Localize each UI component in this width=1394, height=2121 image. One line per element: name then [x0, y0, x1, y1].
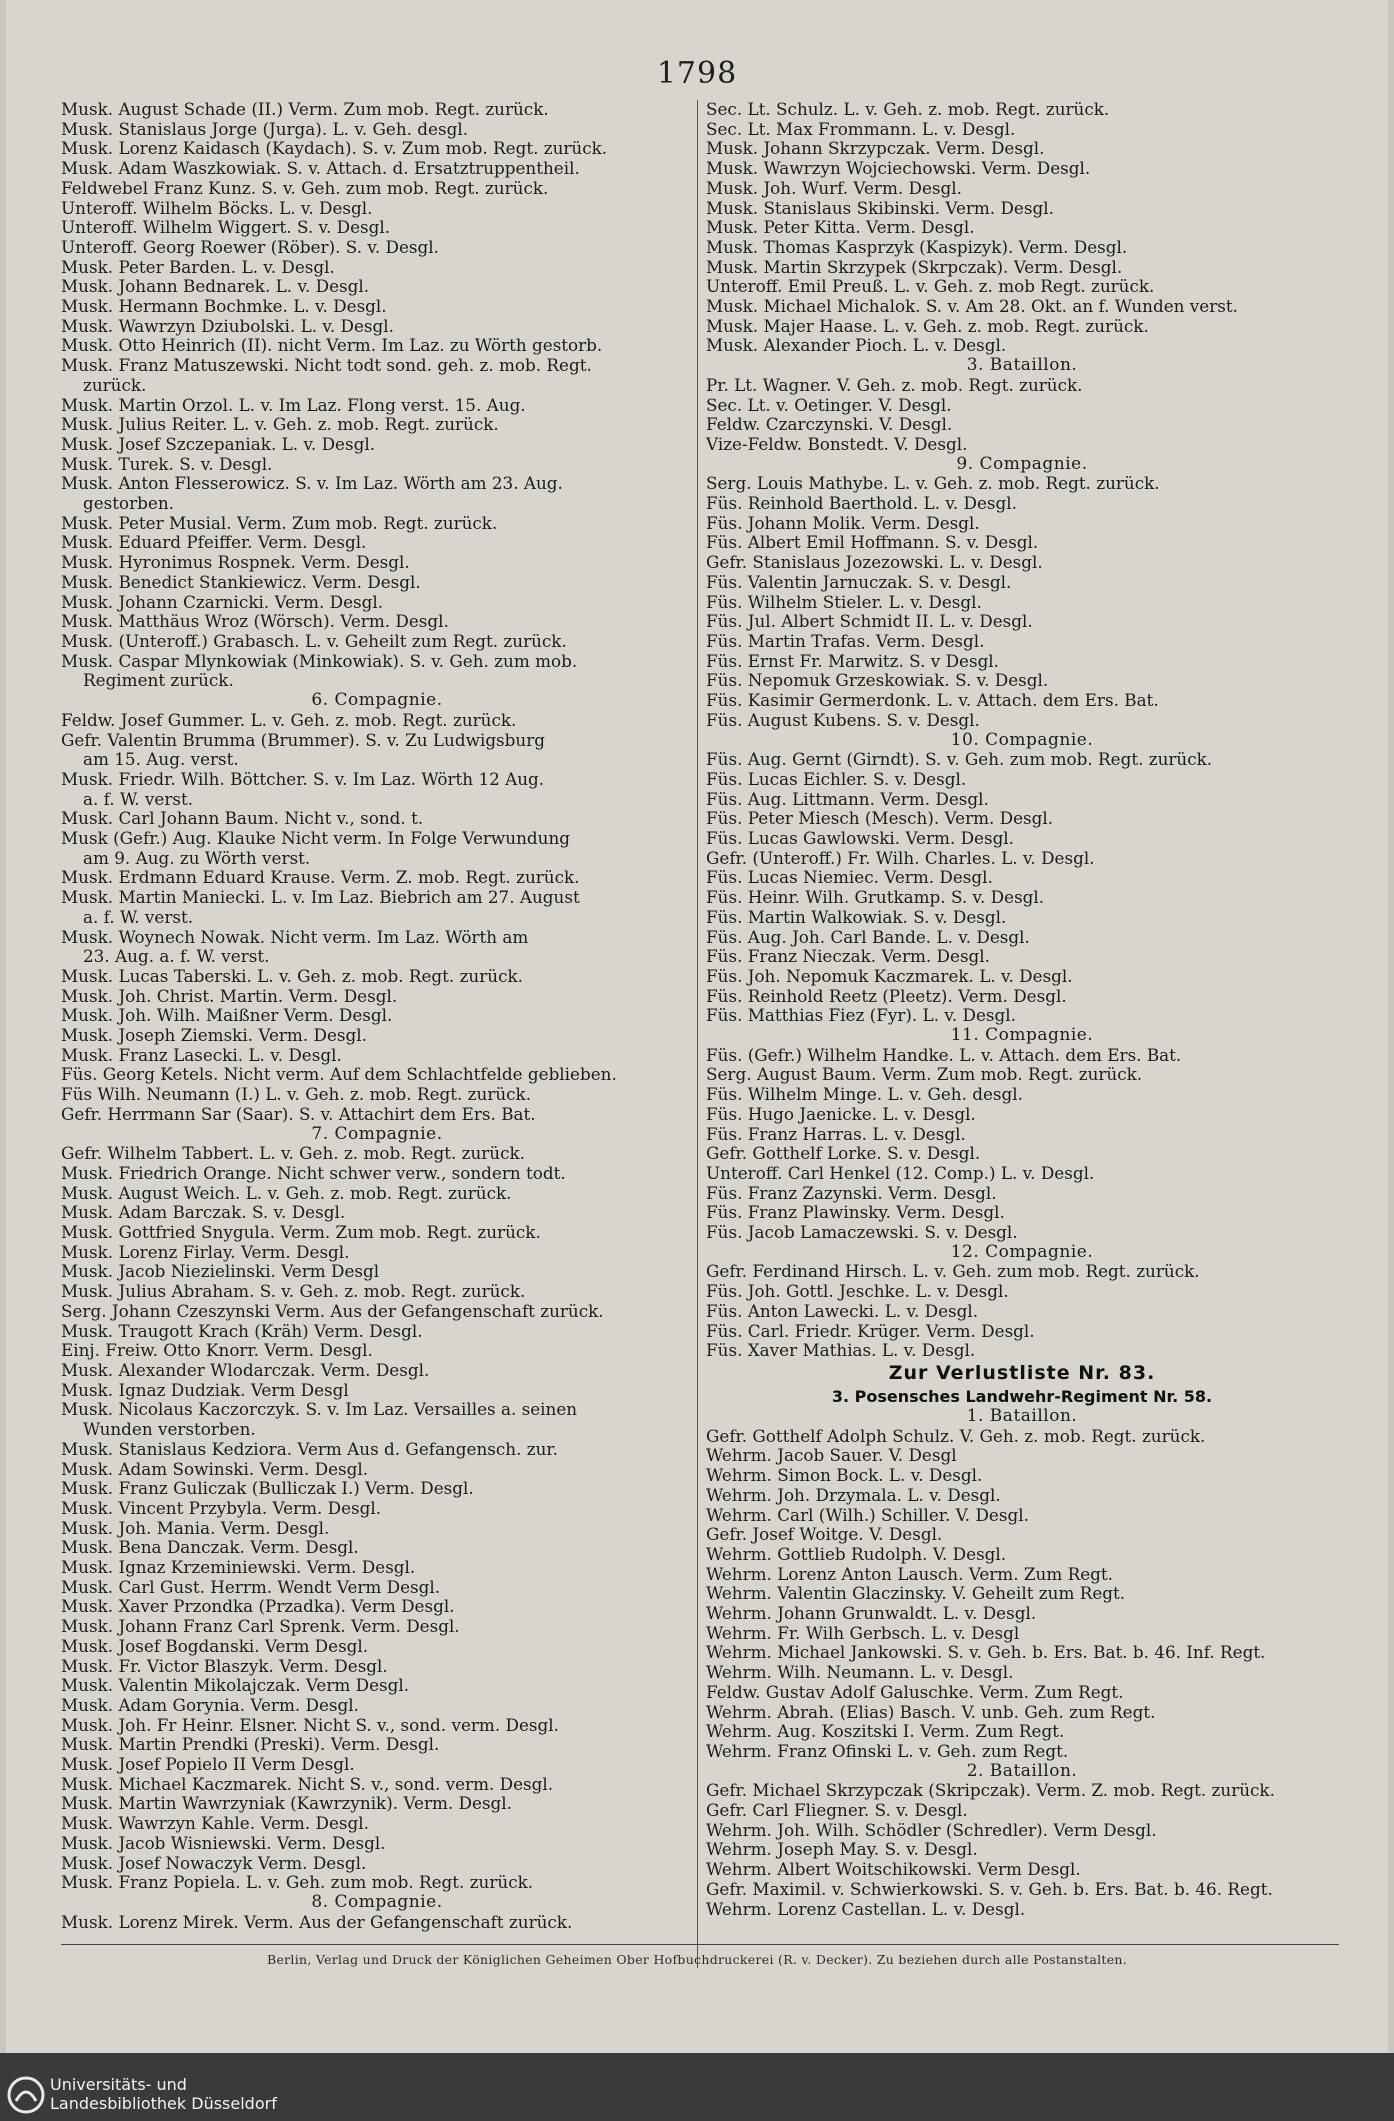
- list-item: Musk. Stanislaus Jorge (Jurga). L. v. Geh. desgl.: [61, 119, 469, 139]
- list-item: Füs. Martin Trafas. Verm. Desgl.: [706, 631, 985, 651]
- list-item: Gefr. Michael Skrzypczak (Skripczak). Verm. Z. mob. Regt. zurück.: [706, 1781, 1275, 1801]
- section-heading: 7. Compagnie.: [311, 1123, 443, 1144]
- section-heading: 6. Compagnie.: [311, 690, 443, 711]
- list-item: Füs. Ernst Fr. Marwitz. S. v Desgl.: [706, 651, 1000, 671]
- list-item: Musk. Joh. Wilh. Maißner Verm. Desgl.: [61, 1006, 393, 1026]
- list-item: Musk. Adam Sowinski. Verm. Desgl.: [61, 1459, 369, 1479]
- newspaper-page: [6, 0, 1388, 2121]
- list-item: Sec. Lt. Schulz. L. v. Geh. z. mob. Regt. zurück.: [706, 100, 1110, 119]
- list-item: Musk. Xaver Przondka (Przadka). Verm Desgl.: [61, 1597, 455, 1617]
- list-item: Gefr. Valentin Brumma (Brummer). S. v. Zu Ludwigsburg: [61, 730, 545, 750]
- list-item: Gefr. Josef Woitge. V. Desgl.: [706, 1525, 943, 1545]
- library-watermark: [0, 2053, 1394, 2121]
- list-item: Musk. Alexander Pioch. L. v. Desgl.: [706, 336, 1007, 356]
- list-item: Musk. Johann Franz Carl Sprenk. Verm. Desgl.: [61, 1617, 460, 1637]
- list-item: Musk. Lorenz Mirek. Verm. Aus der Gefangenschaft zurück.: [61, 1912, 573, 1932]
- list-item: Füs. Jul. Albert Schmidt II. L. v. Desgl.: [706, 612, 1033, 632]
- watermark-line-1: Universitäts- und: [50, 2075, 187, 2094]
- list-item: Füs. Reinhold Reetz (Pleetz). Verm. Desgl.: [706, 986, 1067, 1006]
- list-item: Musk. Ignaz Dudziak. Verm Desgl: [61, 1380, 349, 1400]
- list-item: Musk. Adam Barczak. S. v. Desgl.: [61, 1203, 346, 1223]
- list-item: Musk. Matthäus Wroz (Wörsch). Verm. Desgl.: [61, 612, 449, 632]
- list-item: Gefr. Carl Fliegner. S. v. Desgl.: [706, 1801, 968, 1821]
- list-item: Füs. Joh. Nepomuk Kaczmarek. L. v. Desgl.: [706, 966, 1073, 986]
- list-item: Musk. Ignaz Krzeminiewski. Verm. Desgl.: [61, 1558, 416, 1578]
- list-item: Unteroff. Georg Roewer (Röber). S. v. Desgl.: [61, 237, 439, 257]
- section-heading: 2. Bataillon.: [966, 1760, 1078, 1781]
- list-item: Feldw. Gustav Adolf Galuschke. Verm. Zum Regt.: [706, 1682, 1124, 1702]
- section-heading: 11. Compagnie.: [950, 1025, 1094, 1046]
- list-item: Vize-Feldw. Bonstedt. V. Desgl.: [706, 434, 968, 454]
- list-item: Füs. Matthias Fiez (Fyr). L. v. Desgl.: [706, 1006, 1016, 1026]
- section-heading: 3. Bataillon.: [966, 355, 1078, 376]
- list-item: Serg. Louis Mathybe. L. v. Geh. z. mob. Regt. zurück.: [706, 474, 1160, 494]
- list-item: Sec. Lt. Max Frommann. L. v. Desgl.: [706, 119, 1016, 139]
- list-item: Feldwebel Franz Kunz. S. v. Geh. zum mob. Regt. zurück.: [61, 178, 549, 198]
- list-item: Wehrm. Michael Jankowski. S. v. Geh. b. Ers. Bat. b. 46. Inf. Regt.: [706, 1643, 1266, 1663]
- list-item-continuation: am 15. Aug. verst.: [83, 750, 239, 770]
- list-item: Sec. Lt. v. Oetinger. V. Desgl.: [706, 395, 952, 415]
- list-item: Wehrm. Aug. Koszitski I. Verm. Zum Regt.: [706, 1722, 1065, 1742]
- list-item: Musk. Johann Czarnicki. Verm. Desgl.: [61, 592, 384, 612]
- list-item: Musk. Fr. Victor Blaszyk. Verm. Desgl.: [61, 1656, 388, 1676]
- list-item: Musk. Johann Skrzypczak. Verm. Desgl.: [706, 139, 1045, 159]
- list-item: Musk. Stanislaus Skibinski. Verm. Desgl.: [706, 198, 1054, 218]
- list-item: Musk. Adam Gorynia. Verm. Desgl.: [61, 1695, 359, 1715]
- list-item: Musk. Johann Bednarek. L. v. Desgl.: [61, 277, 370, 297]
- watermark-text: [50, 2075, 277, 2113]
- list-item: Wehrm. Franz Ofinski L. v. Geh. zum Regt.: [706, 1741, 1069, 1761]
- list-item: Musk. Franz Guliczak (Bulliczak I.) Verm. Desgl.: [61, 1479, 474, 1499]
- list-item: Füs. Anton Lawecki. L. v. Desgl.: [706, 1301, 979, 1321]
- list-item: Musk. Gottfried Snygula. Verm. Zum mob. Regt. zurück.: [61, 1223, 541, 1243]
- imprint-line: Berlin, Verlag und Druck der Königlichen Geheimen Ober Hofbuchdruckerei (R. v. Decker). Zu beziehen durch alle Postanstalten.: [266, 1952, 1128, 1967]
- list-item: Musk. Anton Flesserowicz. S. v. Im Laz. Wörth am 23. Aug.: [61, 474, 563, 494]
- list-item: Musk. Julius Reiter. L. v. Geh. z. mob. Regt. zurück.: [61, 415, 499, 435]
- list-item: Musk. Woynech Nowak. Nicht verm. Im Laz. Wörth am: [61, 927, 529, 947]
- list-item: Gefr. Maximil. v. Schwierkowski. S. v. Geh. b. Ers. Bat. b. 46. Regt.: [706, 1879, 1273, 1899]
- list-item: Musk. August Weich. L. v. Geh. z. mob. Regt. zurück.: [61, 1183, 512, 1203]
- list-item: Füs. Carl. Friedr. Krüger. Verm. Desgl.: [706, 1321, 1035, 1341]
- list-item: Musk. Turek. S. v. Desgl.: [61, 454, 273, 474]
- list-item: Wehrm. Simon Bock. L. v. Desgl.: [706, 1466, 983, 1486]
- list-item: Einj. Freiw. Otto Knorr. Verm. Desgl.: [61, 1341, 373, 1361]
- list-item: Füs. Lucas Eichler. S. v. Desgl.: [706, 769, 967, 789]
- list-item: Musk. Adam Waszkowiak. S. v. Attach. d. Ersatztruppentheil.: [61, 159, 580, 179]
- list-item-continuation: zurück.: [83, 375, 147, 395]
- list-item: Füs. Franz Nieczak. Verm. Desgl.: [706, 947, 991, 967]
- list-item-continuation: 23. Aug. a. f. W. verst.: [83, 947, 270, 967]
- list-item: Wehrm. Fr. Wilh Gerbsch. L. v. Desgl: [706, 1623, 1020, 1643]
- list-item: Füs. Franz Plawinsky. Verm. Desgl.: [706, 1203, 1005, 1223]
- list-item: Musk. Lorenz Firlay. Verm. Desgl.: [61, 1242, 350, 1262]
- list-item-continuation: a. f. W. verst.: [83, 789, 194, 809]
- list-item-continuation: gestorben.: [83, 494, 174, 514]
- list-item: Musk. Bena Danczak. Verm. Desgl.: [61, 1538, 359, 1558]
- list-item: Musk. Otto Heinrich (II). nicht Verm. Im Laz. zu Wörth gestorb.: [61, 336, 603, 356]
- list-item: Wehrm. Carl (Wilh.) Schiller. V. Desgl.: [706, 1505, 1029, 1525]
- section-heading: 12. Compagnie.: [950, 1241, 1094, 1262]
- list-item-continuation: Wunden verstorben.: [83, 1420, 256, 1440]
- list-item: Musk. Stanislaus Kedziora. Verm Aus d. Gefangensch. zur.: [61, 1439, 558, 1459]
- list-item: Musk. Peter Musial. Verm. Zum mob. Regt. zurück.: [61, 513, 498, 533]
- list-item: Musk. Joh. Mania. Verm. Desgl.: [61, 1518, 330, 1538]
- list-item: Musk. Martin Maniecki. L. v. Im Laz. Biebrich am 27. August: [61, 888, 580, 908]
- list-item: Musk. Joh. Fr Heinr. Elsner. Nicht S. v., sond. verm. Desgl.: [61, 1715, 559, 1735]
- list-item: Serg. Johann Czeszynski Verm. Aus der Gefangenschaft zurück.: [61, 1301, 604, 1321]
- list-item: Musk. Caspar Mlynkowiak (Minkowiak). S. v. Geh. zum mob.: [61, 651, 578, 671]
- list-item: Füs. Reinhold Baerthold. L. v. Desgl.: [706, 494, 1017, 514]
- column-divider: [697, 100, 698, 1968]
- section-heading: 1. Bataillon.: [966, 1406, 1078, 1426]
- list-item: Unteroff. Emil Preuß. L. v. Geh. z. mob Regt. zurück.: [706, 277, 1155, 297]
- list-item: Musk. August Schade (II.) Verm. Zum mob. Regt. zurück.: [61, 100, 549, 119]
- list-item: Musk. Franz Popiela. L. v. Geh. zum mob. Regt. zurück.: [61, 1873, 534, 1893]
- list-item: Gefr. Ferdinand Hirsch. L. v. Geh. zum mob. Regt. zurück.: [706, 1262, 1200, 1282]
- list-item: Musk. Franz Matuszewski. Nicht todt sond. geh. z. mob. Regt.: [61, 356, 592, 376]
- list-item: Wehrm. Valentin Glaczinsky. V. Geheilt zum Regt.: [706, 1584, 1126, 1604]
- list-item: Musk. Erdmann Eduard Krause. Verm. Z. mob. Regt. zurück.: [61, 868, 580, 888]
- list-item: Musk. Josef Nowaczyk Verm. Desgl.: [61, 1853, 367, 1873]
- list-item: Musk. Nicolaus Kaczorczyk. S. v. Im Laz. Versailles a. seinen: [61, 1400, 578, 1420]
- list-item: Musk. Michael Kaczmarek. Nicht S. v., sond. verm. Desgl.: [61, 1774, 554, 1794]
- list-item: Gefr. Wilhelm Tabbert. L. v. Geh. z. mob. Regt. zurück.: [61, 1144, 525, 1164]
- list-item: Unteroff. Wilhelm Wiggert. S. v. Desgl.: [61, 218, 391, 238]
- regiment-title: 3. Posensches Landwehr-Regiment Nr. 58.: [831, 1387, 1213, 1406]
- list-item: Musk. Wawrzyn Dziubolski. L. v. Desgl.: [61, 316, 394, 336]
- list-item: Füs. Xaver Mathias. L. v. Desgl.: [706, 1341, 976, 1361]
- list-item: Füs. Joh. Gottl. Jeschke. L. v. Desgl.: [706, 1282, 1009, 1302]
- list-item: Musk. Julius Abraham. S. v. Geh. z. mob. Regt. zurück.: [61, 1282, 526, 1302]
- section-heading: 8. Compagnie.: [311, 1891, 443, 1912]
- list-item: Füs. Franz Harras. L. v. Desgl.: [706, 1124, 966, 1144]
- section-heading: 9. Compagnie.: [956, 453, 1088, 474]
- list-item: Musk. Lucas Taberski. L. v. Geh. z. mob. Regt. zurück.: [61, 966, 523, 986]
- list-item: Musk. Friedrich Orange. Nicht schwer verw., sondern todt.: [61, 1163, 566, 1183]
- list-item: Gefr. Herrmann Sar (Saar). S. v. Attachirt dem Ers. Bat.: [61, 1104, 536, 1124]
- list-item: Musk. Josef Szczepaniak. L. v. Desgl.: [61, 434, 376, 454]
- list-item: Musk. Traugott Krach (Kräh) Verm. Desgl.: [61, 1321, 423, 1341]
- list-item: Füs. Aug. Joh. Carl Bande. L. v. Desgl.: [706, 927, 1030, 947]
- list-item: Füs. Albert Emil Hoffmann. S. v. Desgl.: [706, 533, 1039, 553]
- list-item: Musk. Joh. Wurf. Verm. Desgl.: [706, 178, 962, 198]
- list-item: Musk. Martin Skrzypek (Skrpczak). Verm. Desgl.: [706, 257, 1123, 277]
- list-item: Wehrm. Abrah. (Elias) Basch. V. unb. Geh. zum Regt.: [706, 1702, 1156, 1722]
- list-item: Musk. Benedict Stankiewicz. Verm. Desgl.: [61, 572, 421, 592]
- watermark-line-2: Landesbibliothek Düsseldorf: [50, 2094, 277, 2113]
- list-title: Zur Verlustliste Nr. 83.: [888, 1362, 1156, 1384]
- footer-rule: [61, 1944, 1339, 1945]
- list-item: Füs. Johann Molik. Verm. Desgl.: [706, 513, 980, 533]
- list-item: Füs. Jacob Lamaczewski. S. v. Desgl.: [706, 1223, 1018, 1243]
- list-item: Musk. Carl Gust. Herrm. Wendt Verm Desgl.: [61, 1577, 441, 1597]
- list-item-continuation: am 9. Aug. zu Wörth verst.: [83, 848, 311, 868]
- list-item: Musk. Carl Johann Baum. Nicht v., sond. t.: [61, 809, 424, 829]
- list-item: Musk. Alexander Wlodarczak. Verm. Desgl.: [61, 1361, 430, 1380]
- list-item: Musk. Wawrzyn Kahle. Verm. Desgl.: [61, 1814, 369, 1834]
- list-item: Musk. Joseph Ziemski. Verm. Desgl.: [61, 1026, 367, 1046]
- list-item-continuation: Regiment zurück.: [83, 671, 234, 691]
- list-item: Musk. Thomas Kasprzyk (Kaspizyk). Verm. Desgl.: [706, 237, 1128, 257]
- list-item: Füs. Peter Miesch (Mesch). Verm. Desgl.: [706, 809, 1054, 829]
- list-item: Füs. August Kubens. S. v. Desgl.: [706, 710, 980, 730]
- list-item: Gefr. Gotthelf Adolph Schulz. V. Geh. z. mob. Regt. zurück.: [706, 1426, 1206, 1446]
- list-item: Musk. Martin Orzol. L. v. Im Laz. Flong verst. 15. Aug.: [61, 395, 526, 415]
- list-item: Gefr. Gotthelf Lorke. S. v. Desgl.: [706, 1144, 981, 1164]
- list-item: Füs. Valentin Jarnuczak. S. v. Desgl.: [706, 572, 1012, 592]
- list-item: Füs. Heinr. Wilh. Grutkamp. S. v. Desgl.: [706, 888, 1045, 908]
- list-item: Musk. Peter Kitta. Verm. Desgl.: [706, 218, 975, 238]
- list-item: Feldw. Czarczynski. V. Desgl.: [706, 415, 953, 435]
- list-item: Musk. Peter Barden. L. v. Desgl.: [61, 257, 335, 277]
- list-item: Wehrm. Wilh. Neumann. L. v. Desgl.: [706, 1663, 1014, 1683]
- list-item: Musk. Jacob Niezielinski. Verm Desgl: [61, 1262, 380, 1282]
- list-item: Musk (Gefr.) Aug. Klauke Nicht verm. In Folge Verwundung: [61, 829, 571, 849]
- list-item: Musk. Jacob Wisniewski. Verm. Desgl.: [61, 1833, 386, 1853]
- right-column: [706, 100, 1338, 1919]
- list-item: Musk. Vincent Przybyla. Verm. Desgl.: [61, 1498, 382, 1518]
- list-item: Musk. Joh. Christ. Martin. Verm. Desgl.: [61, 986, 398, 1006]
- list-item: Füs. Georg Ketels. Nicht verm. Auf dem Schlachtfelde geblieben.: [61, 1065, 617, 1085]
- list-item: Musk. Lorenz Kaidasch (Kaydach). S. v. Zum mob. Regt. zurück.: [61, 139, 608, 159]
- list-item: Musk. (Unteroff.) Grabasch. L. v. Geheilt zum Regt. zurück.: [61, 631, 567, 651]
- list-item: Füs. Hugo Jaenicke. L. v. Desgl.: [706, 1104, 976, 1124]
- list-item: Wehrm. Gottlieb Rudolph. V. Desgl.: [706, 1544, 1007, 1564]
- list-item: Wehrm. Joh. Wilh. Schödler (Schredler). Verm Desgl.: [706, 1820, 1157, 1840]
- list-item: Wehrm. Joseph May. S. v. Desgl.: [706, 1840, 978, 1860]
- list-item: Füs. Wilhelm Minge. L. v. Geh. desgl.: [706, 1085, 1023, 1105]
- list-item: Füs. Martin Walkowiak. S. v. Desgl.: [706, 907, 1007, 927]
- list-item: Wehrm. Lorenz Castellan. L. v. Desgl.: [706, 1899, 1026, 1919]
- list-item: Musk. Franz Lasecki. L. v. Desgl.: [61, 1045, 342, 1065]
- list-item: Wehrm. Jacob Sauer. V. Desgl: [706, 1446, 957, 1466]
- list-item: Füs. Franz Zazynski. Verm. Desgl.: [706, 1183, 997, 1203]
- list-item: Musk. Hyronimus Rospnek. Verm. Desgl.: [61, 553, 410, 573]
- list-item: Pr. Lt. Wagner. V. Geh. z. mob. Regt. zurück.: [706, 375, 1083, 395]
- list-item: Wehrm. Albert Woitschikowski. Verm Desgl.: [706, 1860, 1081, 1880]
- list-item: Füs. Nepomuk Grzeskowiak. S. v. Desgl.: [706, 671, 1049, 691]
- list-item: Musk. Martin Prendki (Preski). Verm. Desgl.: [61, 1735, 440, 1755]
- list-item: Füs Wilh. Neumann (I.) L. v. Geh. z. mob. Regt. zurück.: [61, 1085, 532, 1105]
- list-item: Wehrm. Joh. Drzymala. L. v. Desgl.: [706, 1485, 1001, 1505]
- list-item: Füs. (Gefr.) Wilhelm Handke. L. v. Attach. dem Ers. Bat.: [706, 1045, 1182, 1065]
- section-heading: 10. Compagnie.: [950, 729, 1094, 750]
- list-item: Musk. Michael Michalok. S. v. Am 28. Okt. an f. Wunden verst.: [706, 297, 1238, 317]
- list-item: Musk. Hermann Bochmke. L. v. Desgl.: [61, 297, 387, 317]
- list-item: Füs. Aug. Littmann. Verm. Desgl.: [706, 789, 989, 809]
- list-item: Musk. Eduard Pfeiffer. Verm. Desgl.: [61, 533, 367, 553]
- left-column: [61, 100, 693, 1932]
- library-logo-icon: [6, 2075, 46, 2115]
- list-item: Unteroff. Wilhelm Böcks. L. v. Desgl.: [61, 198, 373, 218]
- list-item: Musk. Valentin Mikolajczak. Verm Desgl.: [61, 1676, 410, 1696]
- list-item: Füs. Aug. Gernt (Girndt). S. v. Geh. zum mob. Regt. zurück.: [706, 750, 1213, 770]
- list-item: Musk. Josef Bogdanski. Verm Desgl.: [61, 1636, 369, 1656]
- list-item: Füs. Lucas Gawlowski. Verm. Desgl.: [706, 829, 1015, 849]
- list-item: Füs. Wilhelm Stieler. L. v. Desgl.: [706, 592, 982, 612]
- list-item: Musk. Martin Wawrzyniak (Kawrzynik). Verm. Desgl.: [61, 1794, 512, 1814]
- list-item: Musk. Majer Haase. L. v. Geh. z. mob. Regt. zurück.: [706, 316, 1149, 336]
- list-item: Musk. Josef Popielo II Verm Desgl.: [61, 1755, 355, 1775]
- list-item: Feldw. Josef Gummer. L. v. Geh. z. mob. Regt. zurück.: [61, 710, 517, 730]
- list-item: Füs. Kasimir Germerdonk. L. v. Attach. dem Ers. Bat.: [706, 691, 1159, 711]
- list-item: Serg. August Baum. Verm. Zum mob. Regt. zurück.: [706, 1065, 1143, 1085]
- list-item: Gefr. (Unteroff.) Fr. Wilh. Charles. L. v. Desgl.: [706, 848, 1095, 868]
- list-item: Musk. Friedr. Wilh. Böttcher. S. v. Im Laz. Wörth 12 Aug.: [61, 769, 545, 789]
- list-item: Unteroff. Carl Henkel (12. Comp.) L. v. Desgl.: [706, 1163, 1095, 1183]
- list-item: Gefr. Stanislaus Jozezowski. L. v. Desgl.: [706, 553, 1043, 573]
- list-item: Wehrm. Lorenz Anton Lausch. Verm. Zum Regt.: [706, 1564, 1113, 1584]
- list-item: Füs. Lucas Niemiec. Verm. Desgl.: [706, 868, 993, 888]
- list-item-continuation: a. f. W. verst.: [83, 907, 194, 927]
- page-number: 1798: [656, 56, 738, 91]
- list-item: Wehrm. Johann Grunwaldt. L. v. Desgl.: [706, 1604, 1037, 1624]
- list-item: Musk. Wawrzyn Wojciechowski. Verm. Desgl.: [706, 159, 1091, 179]
